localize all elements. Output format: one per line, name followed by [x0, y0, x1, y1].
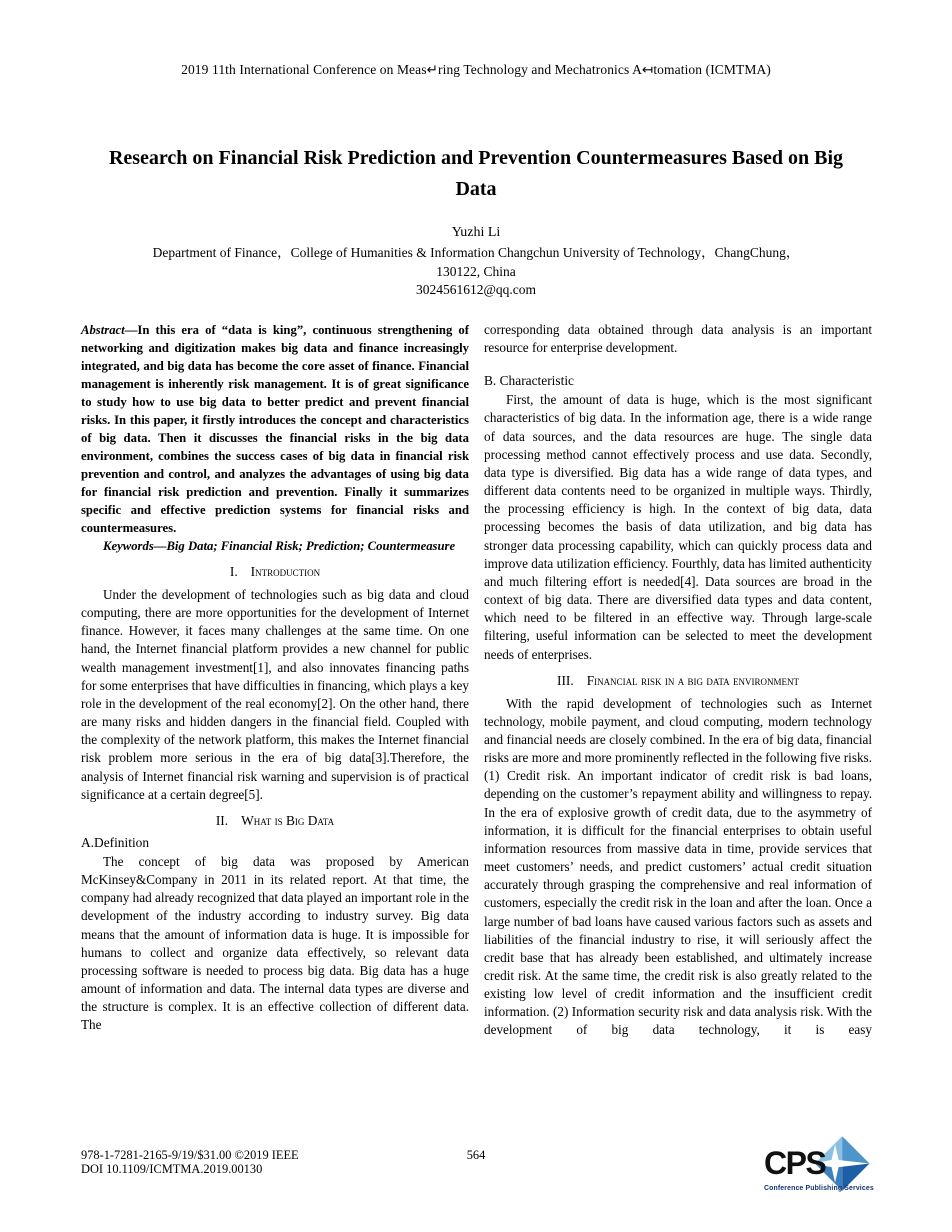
- section-title: Introduction: [250, 564, 321, 579]
- cps-logo: [764, 1138, 888, 1200]
- two-column-body: [81, 321, 873, 1040]
- conference-header: 2019 11th International Conference on Meas↵ring Technology and Mechatronics A↤tomation (ICMTMA): [181, 62, 771, 77]
- introduction-paragraph: Under the development of technologies such as big data and cloud computing, there are more opportunities for the development of Internet finance. However, it faces many challenges at the same time. On one hand, the Internet financial platform provides a new channel for public wealth management investment[1], and also innovates financing paths for some enterprises that have difficulties in financing, which plays a key role in the development of the real economy[2]. On the other hand, there are many risks and hidden dangers in the financial field. Coupled with the complexity of the network platform, this makes the Internet financial risk problem more serious in the era of big data[3].Therefore, the analysis of Internet financial risk warning and supervision is of practical significance at a certain degree[5].: [81, 587, 469, 802]
- author-city: 130122, China: [436, 263, 516, 279]
- subsection-definition: A.Definition: [81, 834, 150, 850]
- author-email: 3024561612@qq.com: [415, 282, 537, 298]
- author-name: Yuzhi Li: [451, 225, 501, 240]
- left-column: [81, 321, 469, 1040]
- section-number: III.: [556, 672, 574, 688]
- keywords-label: Keywords: [103, 539, 154, 553]
- section-title: What is Big Data: [241, 812, 335, 828]
- paper-title: Research on Financial Risk Prediction and Prevention Countermeasures Based on Big Data: [108, 147, 844, 200]
- footer-doi: DOI 10.1109/ICMTMA.2019.00130: [81, 1162, 263, 1176]
- keywords-text: —Big Data; Financial Risk; Prediction; Countermeasure: [153, 539, 456, 553]
- keywords-paragraph: [81, 537, 469, 555]
- abstract-label: Abstract: [81, 323, 125, 337]
- abstract-text: —In this era of “data is king”, continuous strengthening of networking and digitization makes big data and finance increasingly integrated, and big data has become the core asset of finance. Financial management is inherently risk management. It is of great significance to study how to use big data to better predict and prevent financial risks. In this paper, it firstly introduces the concept and characteristics of big data. Then it discusses the financial risks in the big data environment, combines the success cases of big data in financial risk prevention and control, and analyzes the advantages of using big data for financial risk prediction and prevention. Finally it summarizes specific and effective prediction systems for financial risks and countermeasures.: [81, 323, 469, 535]
- subsection-characteristic: B. Characteristic: [484, 373, 574, 389]
- definition-paragraph-continued: corresponding data obtained through data analysis is an important resource for enterprise development.: [484, 322, 872, 356]
- section-number: II.: [215, 812, 229, 828]
- right-column: [484, 321, 872, 1040]
- author-block: [66, 224, 886, 300]
- section-heading-introduction: [81, 564, 469, 580]
- footer-copyright: 978-1-7281-2165-9/19/$31.00 ©2019 IEEE: [81, 1148, 299, 1162]
- abstract-paragraph: [81, 321, 469, 537]
- cps-logo-tagline: Conference Publishing Services: [764, 1185, 874, 1192]
- financial-risk-paragraph: With the rapid development of technologies such as Internet technology, mobile payment, and cloud computing, modern technology and financial needs are closely combined. In the era of big data, financial risks are more and more prominently reflected in the following five risks. (1) Credit risk. An important indicator of credit risk is bad loans, depending on the customer’s repayment ability and willingness to repay. In the era of explosive growth of credit data, due to the asymmetry of information, it is difficult for the financial enterprises to obtain useful information resources from massive data in time, provide services that meet customers’ needs, and predict customers’ actual credit situation accurately through grasping the comprehensive and real information of customers, especially the credit risk in the loan and after the loan. Once a large number of bad loans have caused various factors such as assets and liabilities of the financial industry to rise, it will seriously affect the credit base that has already been established, and ultimately increase credit risk. At the same time, the credit risk is also greatly related to the existing low level of credit information and the insufficient credit information. (2) Information security risk and data analysis risk. With the development of big data technology, it is easy: [484, 695, 872, 1038]
- section-title: Financial risk in a big data environment: [586, 672, 800, 688]
- cps-logo-text: CPS: [764, 1145, 826, 1181]
- section-number: I.: [229, 564, 238, 579]
- page-number: 564: [466, 1148, 486, 1162]
- characteristic-paragraph: First, the amount of data is huge, which is the most significant characteristics of big data. In the information age, there is a wide range of data sources, and the data resources are huge. The single data processing method cannot effectively process and use data. Secondly, data type is diversified. Big data has a wide range of data types, and different data contents need to be organized in multiple ways. Thirdly, the processing efficiency is high. In the context of big data, data processing becomes the basis of data utilization, and big data has stronger data processing capability, which can quickly process data and improve data utilization efficiency. Fourthly, data has limited authenticity and much filtering effort is needed[4]. Data sources are broad in the context of big data. There are diversified data types and data content, which need to be filtered in an effective way. Through large-scale filtering, useful information can be selected to meet the development needs of enterprises.: [484, 392, 872, 662]
- definition-paragraph: The concept of big data was proposed by American McKinsey&Company in 2011 in its related report. At that time, the company had already recognized that data played an important role in the development of the industry according to industry survey. Big data means that the amount of information data is huge. It is impossible for humans to collect and organize data effectively, so relevant data processing software is needed to process big data. Big data has a huge amount of information and data. The internal data types are diverse and the structure is complex. It is an effective collection of different data. The: [81, 853, 469, 1033]
- section-heading-financial-risk: [484, 673, 872, 689]
- section-heading-what-is-big-data: [81, 813, 469, 829]
- author-affiliation: Department of Finance，College of Humanities & Information Changchun University of Technology，ChangChung，: [152, 244, 800, 260]
